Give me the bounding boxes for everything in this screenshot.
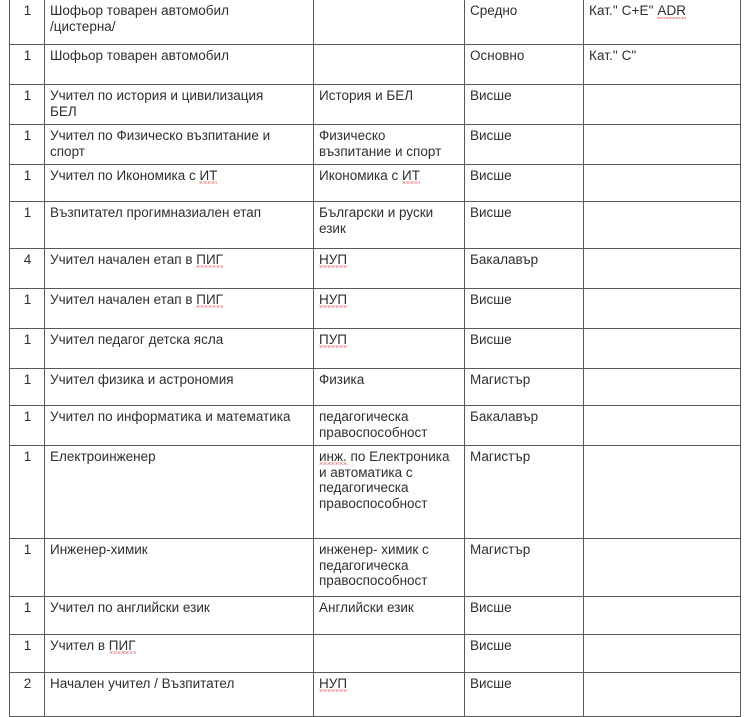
misspelled-text: НУП [319, 676, 348, 691]
cell-degree[interactable] [465, 125, 584, 165]
cell-text: Английски език [319, 600, 414, 615]
cell-text: 4 [23, 252, 32, 267]
cell-subject[interactable] [314, 202, 465, 249]
table-row [10, 369, 741, 406]
cell-degree[interactable] [465, 202, 584, 249]
cell-subject[interactable] [314, 406, 465, 446]
cell-text: 1 [23, 205, 32, 220]
cell-note[interactable] [584, 597, 741, 635]
cell-text: инженер- химик с педагогическа правоспособност [319, 542, 429, 589]
cell-degree[interactable] [465, 0, 584, 45]
cell-count[interactable] [10, 369, 45, 406]
cell-text: Възпитател прогимназиален етап [50, 205, 262, 220]
cell-subject[interactable] [314, 165, 465, 202]
cell-count[interactable] [10, 0, 45, 45]
cell-text: Висше [470, 332, 512, 347]
cell-subject[interactable] [314, 329, 465, 369]
cell-text: 1 [23, 638, 32, 653]
cell-text: спорт [50, 143, 85, 159]
cell-degree[interactable] [465, 369, 584, 406]
cell-text: Учител по английски език [50, 600, 210, 615]
cell-text: Учител по история и цивилизация [50, 88, 264, 103]
cell-text: Бакалавър [470, 409, 539, 424]
cell-text: 1 [23, 600, 32, 615]
cell-note[interactable] [584, 202, 741, 249]
cell-degree[interactable] [465, 249, 584, 289]
cell-position[interactable] [45, 369, 314, 406]
cell-count[interactable] [10, 125, 45, 165]
cell-subject[interactable] [314, 249, 465, 289]
cell-position[interactable] [45, 249, 314, 289]
table-row [10, 85, 741, 125]
cell-degree[interactable] [465, 329, 584, 369]
cell-text: Висше [470, 88, 512, 103]
cell-text: Висше [470, 292, 512, 307]
cell-text: Инженер-химик [50, 542, 148, 557]
cell-subject[interactable] [314, 45, 465, 85]
table-row [10, 539, 741, 597]
cell-degree[interactable] [465, 85, 584, 125]
cell-text: Средно [470, 3, 518, 18]
table-row [10, 165, 741, 202]
cell-note[interactable] [584, 539, 741, 597]
cell-position[interactable] [45, 329, 314, 369]
cell-text: 1 [23, 168, 32, 183]
cell-text: Физическо [319, 128, 386, 143]
cell-text: 1 [23, 292, 32, 307]
cell-text: език [319, 220, 346, 236]
cell-note[interactable] [584, 635, 741, 673]
cell-degree[interactable] [465, 406, 584, 446]
cell-text: 1 [23, 449, 32, 464]
cell-text: Учител по Икономика с [50, 168, 200, 183]
cell-position[interactable] [45, 446, 314, 539]
cell-subject[interactable] [314, 0, 465, 45]
table-row [10, 289, 741, 329]
table-row [10, 125, 741, 165]
cell-count[interactable] [10, 539, 45, 597]
cell-text: Учител начален етап в [50, 292, 197, 307]
misspelled-text: НУП [319, 292, 348, 307]
cell-degree[interactable] [465, 673, 584, 717]
cell-subject[interactable] [314, 369, 465, 406]
cell-text: Магистър [470, 372, 531, 387]
cell-position[interactable] [45, 406, 314, 446]
cell-text: Висше [470, 676, 512, 691]
table-row [10, 329, 741, 369]
misspelled-text: ADR [657, 3, 687, 18]
cell-count[interactable] [10, 289, 45, 329]
cell-text: Шофьор товарен автомобил [50, 3, 229, 18]
cell-text: Електроинженер [50, 449, 156, 464]
cell-position[interactable] [45, 289, 314, 329]
cell-note[interactable] [584, 249, 741, 289]
cell-count[interactable] [10, 597, 45, 635]
cell-text: Кат." С" [589, 48, 637, 63]
cell-text: 1 [23, 128, 32, 143]
cell-subject[interactable] [314, 85, 465, 125]
cell-note[interactable] [584, 45, 741, 85]
cell-subject[interactable] [314, 125, 465, 165]
cell-count[interactable] [10, 249, 45, 289]
cell-text: Учител начален етап в [50, 252, 197, 267]
cell-count[interactable] [10, 202, 45, 249]
cell-note[interactable] [584, 673, 741, 717]
cell-note[interactable] [584, 85, 741, 125]
cell-text: 1 [23, 3, 32, 18]
cell-text: 1 [23, 372, 32, 387]
table-row [10, 249, 741, 289]
cell-note[interactable] [584, 406, 741, 446]
misspelled-text: ПУП [319, 332, 347, 347]
cell-position[interactable] [45, 0, 314, 45]
cell-position[interactable] [45, 85, 314, 125]
cell-text: възпитание и спорт [319, 143, 442, 159]
cell-subject[interactable] [314, 597, 465, 635]
cell-position[interactable] [45, 125, 314, 165]
cell-text: педагогическа [319, 409, 409, 424]
cell-subject[interactable] [314, 446, 465, 539]
cell-text: 1 [23, 48, 32, 63]
cell-text: Основно [470, 48, 525, 63]
misspelled-text: ИТ [402, 168, 420, 183]
table-row [10, 202, 741, 249]
cell-text: /цистерна/ [50, 18, 116, 34]
cell-degree[interactable] [465, 165, 584, 202]
cell-note[interactable] [584, 289, 741, 329]
cell-degree[interactable] [465, 45, 584, 85]
cell-subject[interactable] [314, 289, 465, 329]
cell-text: 1 [23, 542, 32, 557]
cell-position[interactable] [45, 165, 314, 202]
cell-count[interactable] [10, 45, 45, 85]
cell-degree[interactable] [465, 635, 584, 673]
cell-text: Учител по информатика и математика [50, 409, 291, 424]
cell-position[interactable] [45, 673, 314, 717]
cell-degree[interactable] [465, 446, 584, 539]
cell-count[interactable] [10, 635, 45, 673]
cell-text: 1 [23, 409, 32, 424]
cell-text: Учител педагог детска ясла [50, 332, 224, 347]
misspelled-text: ПИГ [108, 638, 136, 653]
cell-text: Висше [470, 600, 512, 615]
cell-count[interactable] [10, 165, 45, 202]
cell-count[interactable] [10, 446, 45, 539]
table-row [10, 406, 741, 446]
cell-text: Начален учител / Възпитател [50, 676, 235, 691]
cell-text: Магистър [470, 449, 531, 464]
cell-text: по Електроника и автоматика с педагогическа правоспособност [319, 449, 450, 511]
cell-count[interactable] [10, 85, 45, 125]
misspelled-text: ИТ [199, 168, 218, 183]
cell-text: Висше [470, 638, 512, 653]
cell-note[interactable] [584, 165, 741, 202]
cell-position[interactable] [45, 635, 314, 673]
misspelled-text: ПИГ [196, 252, 223, 267]
cell-text: Учител в [50, 638, 109, 653]
cell-count[interactable] [10, 329, 45, 369]
table-row [10, 635, 741, 673]
cell-text: Учител физика и астрономия [50, 372, 234, 387]
table-row [10, 673, 741, 717]
cell-text: Магистър [470, 542, 531, 557]
cell-count[interactable] [10, 406, 45, 446]
misspelled-text: НУП [319, 252, 348, 267]
cell-note[interactable] [584, 0, 741, 45]
misspelled-text: ПИГ [196, 292, 223, 307]
table-row [10, 597, 741, 635]
cell-text: Икономика с [319, 168, 403, 183]
cell-degree[interactable] [465, 539, 584, 597]
cell-note[interactable] [584, 125, 741, 165]
cell-text: История и БЕЛ [319, 88, 414, 103]
cell-text: правоспособност [319, 424, 428, 440]
cell-subject[interactable] [314, 673, 465, 717]
cell-count[interactable] [10, 673, 45, 717]
table-row [10, 0, 741, 45]
cell-text: БЕЛ [50, 103, 77, 119]
cell-text: 2 [23, 676, 32, 691]
cell-text: Висше [470, 128, 512, 143]
cell-text: Бакалавър [470, 252, 539, 267]
cell-note[interactable] [584, 446, 741, 539]
cell-text: Учител по Физическо възпитание и [50, 128, 271, 143]
cell-text: Физика [319, 372, 365, 387]
cell-text: Висше [470, 168, 512, 183]
cell-subject[interactable] [314, 539, 465, 597]
cell-subject[interactable] [314, 635, 465, 673]
cell-degree[interactable] [465, 289, 584, 329]
cell-note[interactable] [584, 369, 741, 406]
table-row [10, 446, 741, 539]
cell-degree[interactable] [465, 597, 584, 635]
cell-position[interactable] [45, 45, 314, 85]
cell-text: Шофьор товарен автомобил [50, 48, 229, 63]
staff-positions-table [9, 0, 741, 717]
cell-text: Висше [470, 205, 512, 220]
cell-text: 1 [23, 332, 32, 347]
cell-position[interactable] [45, 202, 314, 249]
cell-text: 1 [23, 88, 32, 103]
misspelled-text: инж. [319, 449, 347, 464]
cell-text: Български и руски [319, 205, 434, 220]
table-row [10, 45, 741, 85]
cell-position[interactable] [45, 539, 314, 597]
cell-text: Кат." С+Е" [589, 3, 658, 18]
cell-note[interactable] [584, 329, 741, 369]
table-body [10, 0, 741, 717]
cell-position[interactable] [45, 597, 314, 635]
